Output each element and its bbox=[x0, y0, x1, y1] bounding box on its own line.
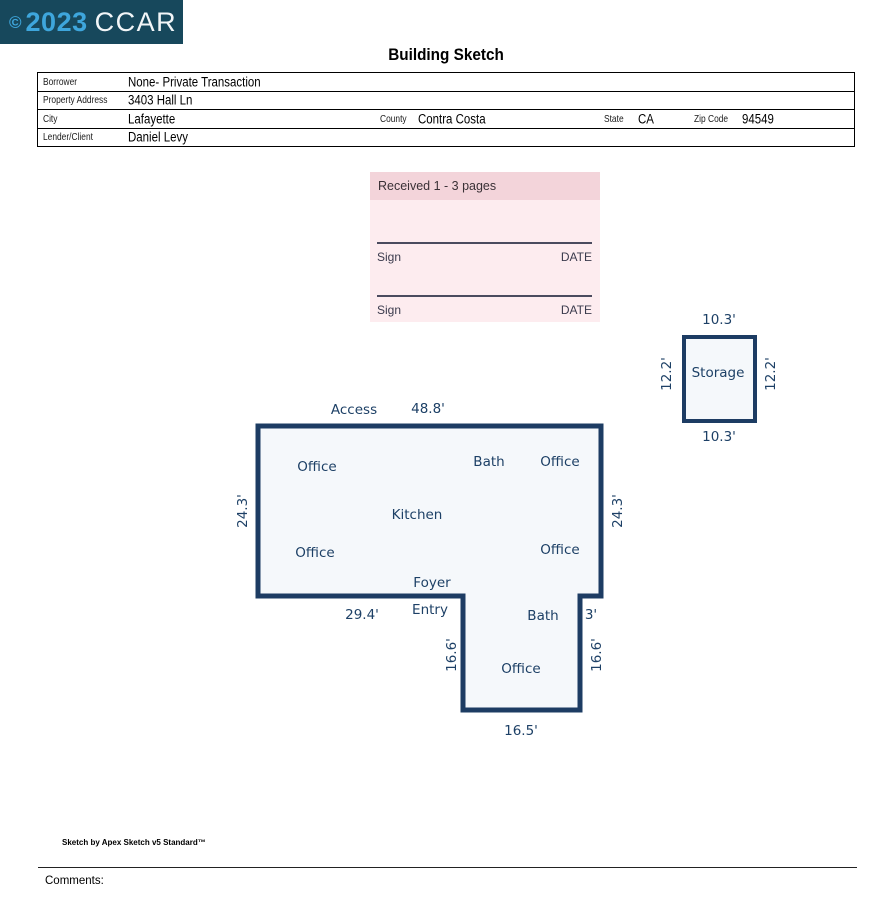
borrower-value: None- Private Transaction bbox=[128, 74, 261, 90]
access-label: Access bbox=[330, 402, 378, 418]
county-label: County bbox=[380, 112, 407, 125]
page-title: Building Sketch bbox=[388, 45, 504, 64]
dim-storage-right: 12.2' bbox=[763, 357, 779, 391]
borrower-label: Borrower bbox=[43, 75, 78, 88]
state-value: CA bbox=[638, 111, 654, 127]
lender-client-value: Daniel Levy bbox=[128, 129, 188, 145]
entry-label: Entry bbox=[412, 602, 448, 618]
room-office-top-left: Office bbox=[297, 459, 337, 475]
dim-ext-left-height: 16.6' bbox=[444, 638, 460, 672]
city-label: City bbox=[43, 112, 58, 125]
date-label: DATE bbox=[560, 303, 592, 317]
sketch-software-credit: Sketch by Apex Sketch v5 Standard™ bbox=[62, 838, 206, 847]
logo-year: 2023 bbox=[25, 6, 88, 37]
dim-ext-right-height: 16.6' bbox=[589, 638, 605, 672]
dim-storage-bottom: 10.3' bbox=[702, 429, 736, 445]
dim-step-width: 3' bbox=[584, 607, 598, 623]
dim-storage-top: 10.3' bbox=[702, 312, 736, 328]
county-value: Contra Costa bbox=[418, 111, 486, 127]
dim-ext-bottom-width: 16.5' bbox=[504, 723, 538, 739]
logo-org-name: CCAR bbox=[94, 6, 178, 37]
room-bath-upper: Bath bbox=[473, 454, 505, 470]
comments-divider bbox=[38, 867, 857, 868]
zip-code-value: 94549 bbox=[742, 111, 774, 127]
copyright-icon: © bbox=[9, 12, 22, 32]
city-value: Lafayette bbox=[128, 111, 176, 127]
room-office-lower: Office bbox=[501, 661, 541, 677]
state-label: State bbox=[604, 112, 624, 125]
received-stamp-title: Received 1 - 3 pages bbox=[370, 172, 600, 200]
room-bath-lower: Bath bbox=[527, 608, 559, 624]
dim-left-height: 24.3' bbox=[235, 494, 251, 528]
room-kitchen: Kitchen bbox=[391, 507, 443, 523]
sign-label: Sign bbox=[377, 250, 402, 264]
lender-client-label: Lender/Client bbox=[43, 131, 93, 144]
room-office-mid-right: Office bbox=[540, 542, 580, 558]
comments-label: Comments: bbox=[45, 875, 104, 887]
room-storage: Storage bbox=[691, 365, 745, 381]
room-office-top-right: Office bbox=[540, 454, 580, 470]
property-address-value: 3403 Hall Ln bbox=[128, 92, 193, 108]
zip-code-label: Zip Code bbox=[694, 112, 729, 125]
dim-bottom-left-width: 29.4' bbox=[345, 607, 379, 623]
dim-storage-left: 12.2' bbox=[659, 357, 675, 391]
dim-right-height: 24.3' bbox=[610, 494, 626, 528]
property-address-label: Property Address bbox=[43, 94, 108, 107]
dim-top-width: 48.8' bbox=[411, 401, 445, 417]
date-label: DATE bbox=[560, 250, 592, 264]
sign-label: Sign bbox=[377, 303, 402, 317]
room-office-mid-left: Office bbox=[295, 545, 335, 561]
room-foyer: Foyer bbox=[413, 575, 451, 591]
